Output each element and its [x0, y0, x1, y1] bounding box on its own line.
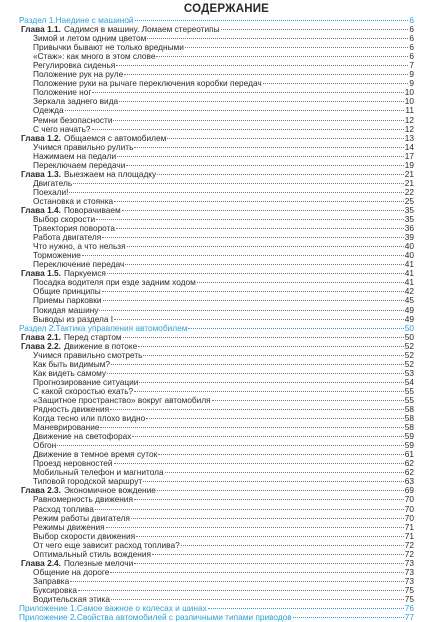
- dot-leader: [157, 490, 404, 491]
- toc-entry-title: Прогнозирование ситуации: [33, 376, 139, 387]
- dot-leader: [208, 608, 404, 609]
- dot-leader: [134, 563, 404, 564]
- toc-entry-title: Садимся в машину. Ломаем стереотипы: [63, 24, 220, 35]
- dot-leader: [119, 101, 404, 102]
- toc-entry-label: Глава 2.1.: [21, 331, 61, 342]
- toc-entry-title: Положение руки на рычаге переключения коробки передач: [33, 78, 262, 89]
- table-of-contents: [19, 16, 414, 622]
- toc-entry-page-number: 19: [404, 159, 414, 170]
- toc-entry-label: Глава 2.3.: [21, 485, 61, 496]
- toc-entry-page-number: 7: [409, 60, 414, 71]
- toc-entry-page-number: 17: [404, 150, 414, 161]
- toc-entry-title: Равномерность движения: [33, 494, 133, 505]
- dot-leader: [99, 310, 403, 311]
- dot-leader: [73, 183, 404, 184]
- dot-leader: [139, 382, 403, 383]
- toc-entry-title: Как быть видимым?: [33, 358, 111, 369]
- dot-leader: [122, 210, 404, 211]
- dot-leader: [132, 436, 403, 437]
- toc-entry-title: Положение рук на руле: [33, 69, 124, 80]
- dot-leader: [123, 337, 404, 338]
- toc-entry-page-number: 9: [409, 69, 414, 80]
- toc-entry-title: Привычки бывают не только вредными: [33, 42, 184, 53]
- toc-entry-chapter[interactable]: [19, 170, 414, 179]
- toc-entry-label: Глава 1.5.: [21, 268, 61, 279]
- dot-leader: [57, 445, 404, 446]
- toc-entry-title: От чего еще зависит расход топлива?: [33, 539, 180, 550]
- toc-entry-sub[interactable]: [19, 97, 414, 106]
- toc-entry-appendix[interactable]: [19, 604, 414, 613]
- toc-entry-sub[interactable]: [19, 568, 414, 577]
- toc-entry-page-number: 73: [404, 575, 414, 586]
- toc-entry-label: Приложение 2.: [19, 612, 77, 622]
- toc-entry-title: Торможение: [33, 250, 81, 261]
- dot-leader: [185, 47, 408, 48]
- toc-entry-title: Режим работы двигателя: [33, 512, 130, 523]
- toc-entry-label: Раздел 1.: [19, 15, 56, 25]
- dot-leader: [156, 56, 408, 57]
- toc-entry-title: Полезные мелочи: [63, 557, 134, 568]
- dot-leader: [212, 400, 404, 401]
- toc-entry-page-number: 6: [409, 33, 414, 44]
- toc-entry-page-number: 50: [404, 331, 414, 342]
- dot-leader: [114, 201, 404, 202]
- dot-leader: [82, 255, 404, 256]
- toc-entry-label: Глава 2.4.: [21, 557, 61, 568]
- dot-leader: [136, 536, 404, 537]
- dot-leader: [126, 165, 403, 166]
- toc-entry-page-number: 55: [404, 394, 414, 405]
- toc-entry-page-number: 14: [404, 141, 414, 152]
- dot-leader: [116, 228, 404, 229]
- dot-leader: [110, 409, 404, 410]
- dot-leader: [117, 156, 404, 157]
- toc-entry-title: Остановка и стоянка: [33, 195, 114, 206]
- dot-leader: [181, 545, 404, 546]
- dot-leader: [106, 527, 404, 528]
- toc-entry-title: Рядность движения: [33, 404, 110, 415]
- toc-entry-page-number: 41: [404, 259, 414, 270]
- toc-entry-page-number: 73: [404, 566, 414, 577]
- dot-leader: [221, 29, 409, 30]
- dot-leader: [146, 418, 404, 419]
- toc-entry-page-number: 52: [404, 349, 414, 360]
- dot-leader: [116, 65, 408, 66]
- toc-entry-title: Одежда: [33, 105, 64, 116]
- page-title: СОДЕРЖАНИЕ: [183, 3, 270, 15]
- toc-entry-page-number: 49: [404, 313, 414, 324]
- toc-entry-page-number: 75: [404, 594, 414, 604]
- toc-entry-sub[interactable]: [19, 577, 414, 586]
- toc-entry-page-number: 10: [404, 87, 414, 98]
- toc-entry-title: Как видеть самому: [33, 367, 107, 378]
- dot-leader: [114, 463, 404, 464]
- toc-entry-title: Работа двигателя: [33, 232, 102, 243]
- toc-entry-title: Оптимальный стиль вождения: [33, 548, 151, 559]
- toc-entry-label: Приложение 1.: [19, 603, 77, 614]
- toc-entry-page-number: 53: [404, 367, 414, 378]
- toc-entry-page-number: 12: [404, 123, 414, 134]
- dot-leader: [96, 219, 404, 220]
- toc-entry-page-number: 77: [404, 612, 414, 622]
- toc-entry-page-number: 6: [409, 15, 414, 25]
- dot-leader: [188, 328, 403, 329]
- toc-entry-page-number: 69: [404, 485, 414, 496]
- toc-entry-page-number: 21: [404, 168, 414, 179]
- dot-leader: [135, 20, 409, 21]
- toc-entry-title: Ремни безопасности: [33, 114, 113, 125]
- toc-entry-label: Глава 1.4.: [21, 204, 61, 215]
- dot-leader: [111, 364, 404, 365]
- toc-entry-page-number: 61: [404, 449, 414, 460]
- toc-entry-page-number: 36: [404, 223, 414, 234]
- toc-entry-title: Когда тесно или плохо видно: [33, 413, 146, 424]
- toc-entry-page-number: 6: [409, 24, 414, 35]
- dot-leader: [110, 572, 403, 573]
- toc-entry-page-number: 58: [404, 422, 414, 433]
- toc-entry-title: Свойства автомобилей с различными типами приводов: [76, 612, 292, 622]
- toc-entry-title: Буксировка: [33, 584, 77, 595]
- toc-entry-title: Наедине с машиной: [55, 15, 134, 25]
- toc-entry-title: Проезд неровностей: [33, 458, 113, 469]
- dot-leader: [102, 291, 404, 292]
- toc-entry-title: Зеркала заднего вида: [33, 96, 119, 107]
- toc-entry-title: Нажимаем на педали: [33, 150, 117, 161]
- toc-entry-page-number: 70: [404, 494, 414, 505]
- dot-leader: [143, 355, 403, 356]
- toc-entry-page-number: 72: [404, 539, 414, 550]
- toc-entry-title: Двигатель: [33, 177, 73, 188]
- toc-entry-title: Выбор скорости движения: [33, 530, 136, 541]
- toc-entry-label: Глава 1.3.: [21, 168, 61, 179]
- dot-leader: [92, 129, 404, 130]
- dot-leader: [78, 590, 404, 591]
- dot-leader: [95, 509, 404, 510]
- toc-entry-page-number: 35: [404, 214, 414, 225]
- toc-entry-title: Зимой и летом одним цветом: [33, 33, 147, 44]
- toc-entry-title: Тактика управления автомобилем: [55, 322, 188, 333]
- toc-entry-page-number: 71: [404, 521, 414, 532]
- toc-entry-title: Самое важное о колесах и шинах: [76, 603, 207, 614]
- dot-leader: [263, 83, 409, 84]
- toc-entry-appendix[interactable]: [19, 613, 414, 622]
- toc-entry-page-number: 13: [404, 132, 414, 143]
- toc-entry-title: Типовой городской маршрут: [33, 476, 143, 487]
- dot-leader: [125, 264, 404, 265]
- toc-entry-title: Выезжаем на площадку: [63, 168, 157, 179]
- toc-entry-title: Перед стартом: [63, 331, 122, 342]
- toc-entry-page-number: 39: [404, 232, 414, 243]
- toc-entry-page-number: 10: [404, 96, 414, 107]
- toc-entry-page-number: 21: [404, 177, 414, 188]
- toc-entry-page-number: 62: [404, 467, 414, 478]
- toc-entry-title: Маневрирование: [33, 422, 100, 433]
- toc-entry-page-number: 58: [404, 404, 414, 415]
- toc-entry-title: Режимы движения: [33, 521, 105, 532]
- toc-entry-title: Приемы парковки: [33, 295, 102, 306]
- dot-leader: [103, 300, 404, 301]
- toc-entry-title: Мобильный телефон и магнитола: [33, 467, 164, 478]
- toc-entry-title: Поехали!: [33, 186, 69, 197]
- toc-entry-page-number: 41: [404, 277, 414, 288]
- toc-entry-page-number: 42: [404, 286, 414, 297]
- toc-entry-title: Выбор скорости: [33, 214, 96, 225]
- dot-leader: [69, 192, 403, 193]
- toc-entry-title: Движение в темное время суток: [33, 449, 158, 460]
- dot-leader: [65, 110, 405, 111]
- dot-leader: [165, 472, 404, 473]
- toc-entry-page-number: 52: [404, 358, 414, 369]
- toc-entry-page-number: 40: [404, 241, 414, 252]
- toc-entry-page-number: 70: [404, 512, 414, 523]
- dot-leader: [143, 481, 404, 482]
- toc-entry-page-number: 62: [404, 458, 414, 469]
- dot-leader: [157, 174, 404, 175]
- toc-entry-page-number: 71: [404, 530, 414, 541]
- toc-entry-page-number: 54: [404, 376, 414, 387]
- toc-entry-title: Поворачиваем: [63, 204, 121, 215]
- toc-entry-page-number: 6: [409, 51, 414, 62]
- toc-entry-page-number: 59: [404, 431, 414, 442]
- toc-entry-title: Расход топлива: [33, 503, 94, 514]
- toc-entry-page-number: 52: [404, 340, 414, 351]
- toc-entry-page-number: 59: [404, 440, 414, 451]
- toc-entry-page-number: 35: [404, 204, 414, 215]
- toc-entry-title: Общение на дороге: [33, 566, 110, 577]
- dot-leader: [131, 518, 404, 519]
- toc-entry-page-number: 50: [404, 322, 414, 333]
- toc-entry-label: Глава 1.1.: [21, 24, 61, 35]
- toc-entry-title: Положение ног: [33, 87, 92, 98]
- dot-leader: [138, 346, 404, 347]
- dot-leader: [158, 454, 404, 455]
- toc-entry-title: Обгон: [33, 440, 57, 451]
- toc-entry-page-number: 12: [404, 114, 414, 125]
- toc-entry-title: С чего начать?: [33, 123, 91, 134]
- dot-leader: [100, 427, 403, 428]
- dot-leader: [134, 391, 404, 392]
- toc-entry-title: Учимся правильно рулить: [33, 141, 134, 152]
- toc-entry-title: «Стаж»: как много в этом слове: [33, 51, 156, 62]
- toc-entry-page-number: 58: [404, 413, 414, 424]
- toc-entry-page-number: 63: [404, 476, 414, 487]
- toc-entry-title: Общие принципы: [33, 286, 101, 297]
- toc-entry-page-number: 9: [409, 78, 414, 89]
- toc-entry-page-number: 11: [405, 105, 414, 116]
- toc-entry-title: Экономичное вождение: [63, 485, 156, 496]
- dot-leader: [152, 554, 404, 555]
- toc-entry-title: Траектория поворота: [33, 223, 115, 234]
- toc-entry-page-number: 25: [404, 195, 414, 206]
- dot-leader: [113, 120, 403, 121]
- dot-leader: [147, 38, 408, 39]
- toc-entry-title: С какой скоростью ехать?: [33, 385, 134, 396]
- toc-entry-title: «Защитное пространство» вокруг автомобиля: [33, 394, 211, 405]
- toc-entry-title: Посадка водителя при езде задним ходом: [33, 277, 196, 288]
- toc-entry-title: Выводы из раздела I: [33, 313, 114, 324]
- dot-leader: [134, 499, 404, 500]
- toc-entry-page-number: 76: [404, 603, 414, 614]
- dot-leader: [293, 617, 404, 618]
- toc-entry-title: Покидая машину: [33, 304, 99, 315]
- dot-leader: [70, 581, 404, 582]
- toc-entry-title: Переключаем передачи: [33, 159, 126, 170]
- dot-leader: [107, 373, 404, 374]
- toc-entry-title: Паркуемся: [63, 268, 106, 279]
- toc-entry-page-number: 6: [409, 42, 414, 53]
- toc-entry-page-number: 72: [404, 548, 414, 559]
- toc-entry-title: Водительская этика: [33, 594, 110, 604]
- dot-leader: [127, 246, 404, 247]
- toc-entry-page-number: 75: [404, 584, 414, 595]
- toc-entry-title: Переключение передач: [33, 259, 125, 270]
- toc-entry-sub[interactable]: [19, 595, 414, 604]
- toc-entry-title: Общаемся с автомобилем: [63, 132, 167, 143]
- toc-entry-page-number: 40: [404, 250, 414, 261]
- dot-leader: [124, 74, 408, 75]
- toc-entry-title: Движение в потоке: [63, 340, 138, 351]
- toc-entry-sub[interactable]: [19, 586, 414, 595]
- toc-entry-page-number: 22: [404, 186, 414, 197]
- dot-leader: [197, 282, 404, 283]
- dot-leader: [167, 138, 403, 139]
- toc-entry-title: Учимся правильно смотреть: [33, 349, 143, 360]
- toc-entry-page-number: 41: [404, 268, 414, 279]
- toc-entry-title: Что нужно, а что нельзя: [33, 241, 126, 252]
- dot-leader: [134, 147, 403, 148]
- toc-entry-title: Регулировка сиденья: [33, 60, 116, 71]
- toc-entry-page-number: 73: [404, 557, 414, 568]
- toc-entry-page-number: 70: [404, 503, 414, 514]
- toc-entry-sub[interactable]: [19, 179, 414, 188]
- toc-entry-label: Глава 1.2.: [21, 132, 61, 143]
- dot-leader: [92, 92, 403, 93]
- toc-entry-title: Заправка: [33, 575, 70, 586]
- toc-entry-page-number: 49: [404, 304, 414, 315]
- toc-entry-label: Глава 2.2.: [21, 340, 61, 351]
- dot-leader: [102, 237, 404, 238]
- toc-entry-title: Движение на светофорах: [33, 431, 132, 442]
- dot-leader: [111, 599, 404, 600]
- toc-entry-page-number: 45: [404, 295, 414, 306]
- toc-entry-sub[interactable]: [19, 432, 414, 441]
- toc-entry-page-number: 55: [404, 385, 414, 396]
- dot-leader: [114, 319, 404, 320]
- toc-entry-label: Раздел 2.: [19, 322, 56, 333]
- dot-leader: [107, 273, 404, 274]
